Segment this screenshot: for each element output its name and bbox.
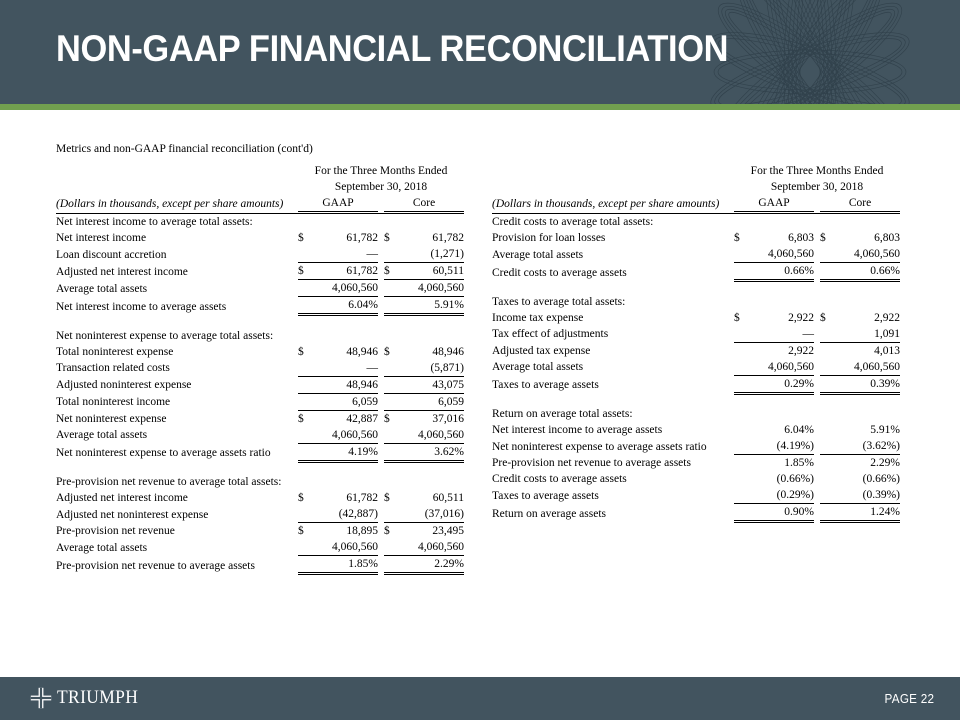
gaap-value: 0.29% (750, 375, 814, 393)
table-row (492, 375, 900, 393)
gaap-value: 2,922 (788, 311, 814, 324)
gaap-value: 42,887 (346, 412, 378, 425)
gaap-currency-symbol (298, 360, 314, 377)
row-label: Net interest income to average assets (492, 424, 663, 436)
row-label: Transaction related costs (56, 362, 170, 374)
gaap-value: 6.04% (784, 424, 814, 436)
gaap-value: (42,887) (314, 506, 378, 523)
row-label: Net noninterest expense to average assets ratio (492, 440, 707, 453)
left-table-head-group (56, 163, 464, 214)
page-title: NON-GAAP FINANCIAL RECONCILIATION (56, 28, 729, 69)
row-label: Average total assets (492, 361, 584, 373)
reconciliation-table-right-wrap (492, 163, 900, 523)
table-row (56, 539, 464, 556)
gaap-value: 4,060,560 (750, 246, 814, 263)
gaap-value: 48,946 (346, 345, 378, 358)
core-currency-symbol (820, 422, 836, 438)
row-label: Net interest income to average assets (56, 300, 227, 313)
table-row (56, 490, 464, 506)
right-table-body (492, 214, 900, 522)
row-label: Pre-provision net revenue to average assets (56, 559, 255, 572)
core-value: 2,922 (874, 311, 900, 324)
gaap-currency-symbol (298, 280, 314, 297)
core-currency-symbol: $ (384, 492, 390, 504)
table-row (492, 471, 900, 487)
row-label: Taxes to average assets (492, 489, 599, 502)
column-header-gaap: GAAP (734, 195, 814, 212)
row-label: Credit costs to average assets (492, 473, 627, 485)
gaap-value: 0.66% (750, 263, 814, 281)
core-currency-symbol (820, 359, 836, 376)
column-header-core: Core (820, 195, 900, 212)
section-heading-row (56, 328, 464, 344)
gaap-currency-symbol: $ (298, 263, 314, 280)
section-heading-row (56, 214, 464, 231)
table-row (56, 246, 464, 263)
core-currency-symbol (384, 427, 400, 444)
gaap-currency-symbol (734, 504, 750, 522)
core-currency-symbol (384, 246, 400, 263)
core-value: 37,016 (432, 412, 464, 425)
gaap-currency-symbol (734, 438, 750, 455)
gaap-value: 4,060,560 (750, 359, 814, 376)
section-spacer (56, 315, 464, 328)
core-currency-symbol (384, 376, 400, 393)
triumph-cross-icon (30, 687, 52, 709)
brand-name: TRIUMPH (57, 687, 139, 708)
gaap-value: — (314, 246, 378, 263)
row-label: Loan discount accretion (56, 248, 167, 261)
table-row (492, 326, 900, 343)
table-row (56, 427, 464, 444)
core-currency-symbol (820, 438, 836, 455)
row-label: Pre-provision net revenue (56, 525, 175, 537)
core-currency-symbol (820, 487, 836, 504)
gaap-currency-symbol: $ (298, 345, 304, 358)
table-row (56, 523, 464, 540)
table-row (492, 230, 900, 246)
gaap-value: 61,782 (346, 492, 378, 504)
gaap-value: — (314, 360, 378, 377)
core-value: 4,060,560 (400, 280, 464, 297)
section-heading: Net noninterest expense to average total assets: (56, 329, 274, 342)
table-row (56, 506, 464, 523)
section-heading: Return on average total assets: (492, 408, 633, 420)
row-label: Total noninterest expense (56, 345, 174, 358)
core-value: (0.66%) (862, 473, 900, 485)
core-value: 1,091 (836, 326, 900, 343)
gaap-currency-symbol (734, 246, 750, 263)
core-value: 4,060,560 (400, 539, 464, 556)
row-label: Average total assets (492, 248, 584, 261)
row-label: Return on average assets (492, 507, 607, 520)
core-currency-symbol (384, 506, 400, 523)
core-currency-symbol (384, 539, 400, 556)
core-value: 0.39% (836, 375, 900, 393)
gaap-currency-symbol (734, 263, 750, 281)
gaap-value: 6,803 (788, 232, 814, 244)
table-row (492, 310, 900, 326)
gaap-currency-symbol (298, 297, 314, 315)
core-currency-symbol (384, 443, 400, 461)
core-value: 2.29% (400, 556, 464, 574)
core-currency-symbol (820, 263, 836, 281)
left-table-body (56, 214, 464, 574)
row-label: Average total assets (56, 282, 148, 295)
gaap-currency-symbol: $ (298, 412, 304, 425)
gaap-currency-symbol (734, 326, 750, 343)
core-value: 6,803 (874, 232, 900, 244)
gaap-value: — (750, 326, 814, 343)
gaap-currency-symbol (298, 427, 314, 444)
gaap-value: 0.90% (750, 504, 814, 522)
gaap-value: 4,060,560 (314, 539, 378, 556)
reconciliation-table-left-wrap (56, 163, 464, 575)
slide-header-band (0, 0, 960, 104)
right-table-head-group (492, 163, 900, 214)
section-heading: Taxes to average total assets: (492, 295, 626, 308)
section-heading: Pre-provision net revenue to average total assets: (56, 476, 282, 488)
row-label: Pre-provision net revenue to average assets (492, 457, 691, 469)
core-value: (37,016) (400, 506, 464, 523)
gaap-value: 4,060,560 (314, 280, 378, 297)
table-row (492, 263, 900, 281)
row-label: Average total assets (56, 429, 148, 441)
core-currency-symbol (820, 246, 836, 263)
core-currency-symbol: $ (820, 311, 826, 324)
row-label: Credit costs to average assets (492, 266, 627, 279)
table-row (56, 263, 464, 280)
core-value: (3.62%) (836, 438, 900, 455)
section-caption: Metrics and non-GAAP financial reconciliation (cont'd) (56, 143, 313, 155)
gaap-currency-symbol (734, 471, 750, 487)
core-value: 3.62% (400, 443, 464, 461)
core-value: 2.29% (870, 457, 900, 469)
row-label: Net interest income (56, 232, 147, 244)
period-row-2 (56, 179, 464, 195)
gaap-value: 61,782 (346, 232, 378, 244)
gaap-currency-symbol (734, 422, 750, 438)
period-line-2: September 30, 2018 (334, 181, 428, 193)
period-line-1: For the Three Months Ended (314, 165, 448, 177)
core-value: 6,059 (400, 393, 464, 410)
core-value: 1.24% (836, 504, 900, 522)
core-currency-symbol (384, 393, 400, 410)
slide-footer-band (0, 677, 960, 720)
gaap-value: 6.04% (314, 297, 378, 315)
period-line-2: September 30, 2018 (770, 181, 864, 193)
period-row (56, 163, 464, 179)
section-heading-row (492, 294, 900, 310)
gaap-value: 6,059 (314, 393, 378, 410)
core-currency-symbol (384, 556, 400, 574)
table-row (56, 443, 464, 461)
row-label: Adjusted net interest income (56, 492, 188, 504)
core-value: 5.91% (870, 424, 900, 436)
row-label: Average total assets (56, 541, 148, 554)
gaap-currency-symbol (298, 443, 314, 461)
header-accent-rule (0, 104, 960, 110)
row-label: Income tax expense (492, 311, 584, 324)
section-spacer (492, 393, 900, 406)
core-value: (5,871) (400, 360, 464, 377)
core-currency-symbol (820, 326, 836, 343)
gaap-currency-symbol (298, 556, 314, 574)
reconciliation-table-right (492, 163, 900, 523)
brand-logo (30, 687, 145, 709)
section-spacer (56, 461, 464, 474)
core-value: 4,060,560 (836, 359, 900, 376)
core-currency-symbol: $ (384, 345, 390, 358)
table-row (56, 297, 464, 315)
column-header-gaap: GAAP (298, 195, 378, 212)
gaap-value: (4.19%) (750, 438, 814, 455)
gaap-currency-symbol (298, 539, 314, 556)
gaap-currency-symbol (734, 375, 750, 393)
gaap-value: 48,946 (314, 376, 378, 393)
gaap-currency-symbol (734, 455, 750, 472)
table-row (56, 410, 464, 427)
core-value: 5.91% (400, 297, 464, 315)
core-currency-symbol (384, 297, 400, 315)
row-label: Provision for loan losses (492, 232, 606, 244)
row-label: Taxes to average assets (492, 379, 599, 391)
core-currency-symbol: $ (820, 232, 826, 244)
table-row (492, 246, 900, 263)
core-value: 61,782 (432, 232, 464, 244)
column-header-row (492, 195, 900, 212)
core-value: 48,946 (432, 345, 464, 358)
table-row (56, 344, 464, 360)
period-line-1: For the Three Months Ended (750, 165, 884, 177)
row-label: Adjusted tax expense (492, 344, 591, 357)
section-heading: Net interest income to average total assets: (56, 216, 253, 228)
core-value: (1,271) (400, 246, 464, 263)
core-currency-symbol: $ (384, 525, 390, 537)
section-heading-row (492, 406, 900, 422)
gaap-value: 1.85% (784, 457, 814, 469)
section-heading: Credit costs to average total assets: (492, 216, 654, 228)
section-heading-row (56, 474, 464, 490)
gaap-value: 4.19% (314, 443, 378, 461)
core-currency-symbol (820, 504, 836, 522)
table-row (492, 455, 900, 472)
table-row (56, 230, 464, 246)
core-value: 60,511 (432, 492, 464, 504)
period-row-2 (492, 179, 900, 195)
core-value: 60,511 (400, 263, 464, 280)
column-header-row (56, 195, 464, 212)
row-label: Net noninterest expense (56, 412, 167, 425)
unit-label: (Dollars in thousands, except per share amounts) (56, 197, 284, 210)
gaap-currency-symbol (734, 359, 750, 376)
row-label: Adjusted noninterest expense (56, 379, 192, 391)
gaap-currency-symbol (298, 376, 314, 393)
core-value: 0.66% (836, 263, 900, 281)
core-value: 4,060,560 (400, 427, 464, 444)
gaap-currency-symbol: $ (298, 232, 304, 244)
row-label: Adjusted net noninterest expense (56, 508, 209, 521)
table-row (56, 376, 464, 393)
table-row (492, 359, 900, 376)
table-row (492, 422, 900, 438)
core-currency-symbol (384, 280, 400, 297)
row-label: Net noninterest expense to average assets ratio (56, 447, 271, 459)
gaap-currency-symbol (734, 342, 750, 359)
table-row (492, 504, 900, 522)
gaap-value: (0.29%) (750, 487, 814, 504)
table-row (56, 556, 464, 574)
period-row (492, 163, 900, 179)
gaap-currency-symbol: $ (298, 525, 304, 537)
core-value: (0.39%) (836, 487, 900, 504)
core-currency-symbol: $ (384, 412, 390, 425)
gaap-value: 2,922 (788, 344, 814, 357)
core-currency-symbol (820, 471, 836, 487)
core-value: 23,495 (432, 525, 464, 537)
core-currency-symbol (384, 360, 400, 377)
gaap-currency-symbol (298, 246, 314, 263)
gaap-currency-symbol (734, 487, 750, 504)
page-number: PAGE 22 (884, 691, 934, 706)
gaap-value: 18,895 (346, 525, 378, 537)
core-currency-symbol (820, 342, 836, 359)
table-row (492, 438, 900, 455)
core-currency-symbol (820, 455, 836, 472)
gaap-currency-symbol (298, 393, 314, 410)
gaap-value: 4,060,560 (314, 427, 378, 444)
table-row (492, 342, 900, 359)
gaap-currency-symbol (298, 506, 314, 523)
core-currency-symbol: $ (384, 232, 390, 244)
table-row (56, 280, 464, 297)
gaap-currency-symbol: $ (734, 311, 740, 324)
gaap-value: 61,782 (314, 263, 378, 280)
gaap-currency-symbol: $ (298, 492, 304, 504)
core-value: 4,060,560 (836, 246, 900, 263)
table-row (56, 393, 464, 410)
reconciliation-table-left (56, 163, 464, 575)
column-header-core: Core (384, 195, 464, 212)
core-currency-symbol: $ (384, 263, 400, 280)
gaap-currency-symbol: $ (734, 232, 740, 244)
table-row (492, 487, 900, 504)
row-label: Tax effect of adjustments (492, 328, 609, 340)
table-row (56, 360, 464, 377)
core-currency-symbol (820, 375, 836, 393)
core-value: 4,013 (874, 344, 900, 357)
row-label: Total noninterest income (56, 396, 171, 408)
unit-label: (Dollars in thousands, except per share amounts) (492, 197, 720, 210)
section-heading-row (492, 214, 900, 231)
gaap-value: 1.85% (314, 556, 378, 574)
section-spacer (492, 281, 900, 294)
gaap-value: (0.66%) (776, 473, 814, 485)
row-label: Adjusted net interest income (56, 265, 188, 278)
core-value: 43,075 (400, 376, 464, 393)
